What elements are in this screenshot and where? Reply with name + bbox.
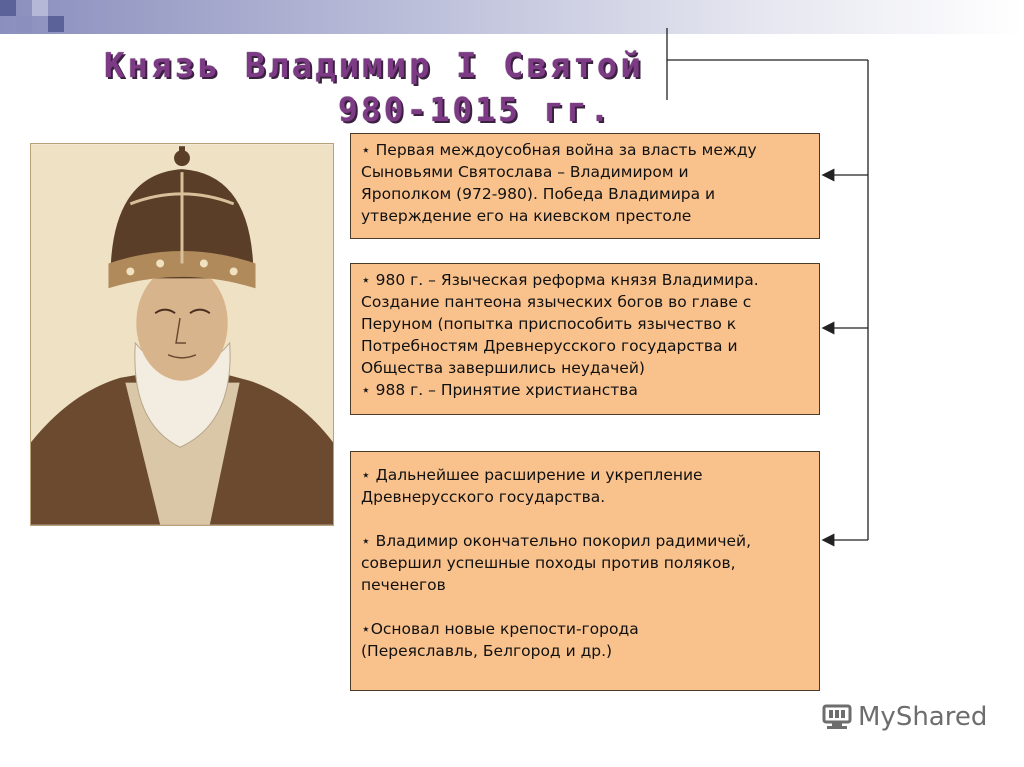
box-text-line: утверждение его на киевском престоле [361,207,692,225]
box-text-line: Создание пантеона языческих богов во главе с [361,293,752,311]
myshared-watermark [820,702,987,732]
box-text-line: Перуном (попытка приспособить язычество к [361,315,737,333]
box-text-line: (Переяславль, Белгород и др.) [361,642,613,660]
box-text-line: Потребностям Древнерусского государства и [361,337,738,355]
box-text-line: печенегов [361,576,446,594]
box-text-line: Ярополком (972-980). Победа Владимира и [361,185,716,203]
watermark-text: MyShared [858,702,988,732]
box-text-line: ⋆Основал новые крепости-города [361,620,639,638]
page-title: Князь Владимир I Святой [104,46,644,86]
box-text-line: Сыновьями Святослава – Владимиром и [361,163,689,181]
myshared-logo-icon [820,702,854,732]
box-text-line: Общества завершились неудачей) [361,359,645,377]
box-text-line: ⋆ Первая междоусобная война за власть между [361,141,757,159]
page-subtitle-dates: 980-1015 гг. [338,90,613,129]
box-text-line: Древнерусского государства. [361,488,606,506]
box-text-line: ⋆ Дальнейшее расширение и укрепление [361,466,703,484]
box-text-line: ⋆ Владимир окончательно покорил радимичей, [361,532,752,550]
box-text-line: ⋆ 980 г. – Языческая реформа князя Владимира. [361,271,759,289]
box-text-line: совершил успешные походы против поляков, [361,554,736,572]
box-text-line: ⋆ 988 г. – Принятие христианства [361,381,638,399]
